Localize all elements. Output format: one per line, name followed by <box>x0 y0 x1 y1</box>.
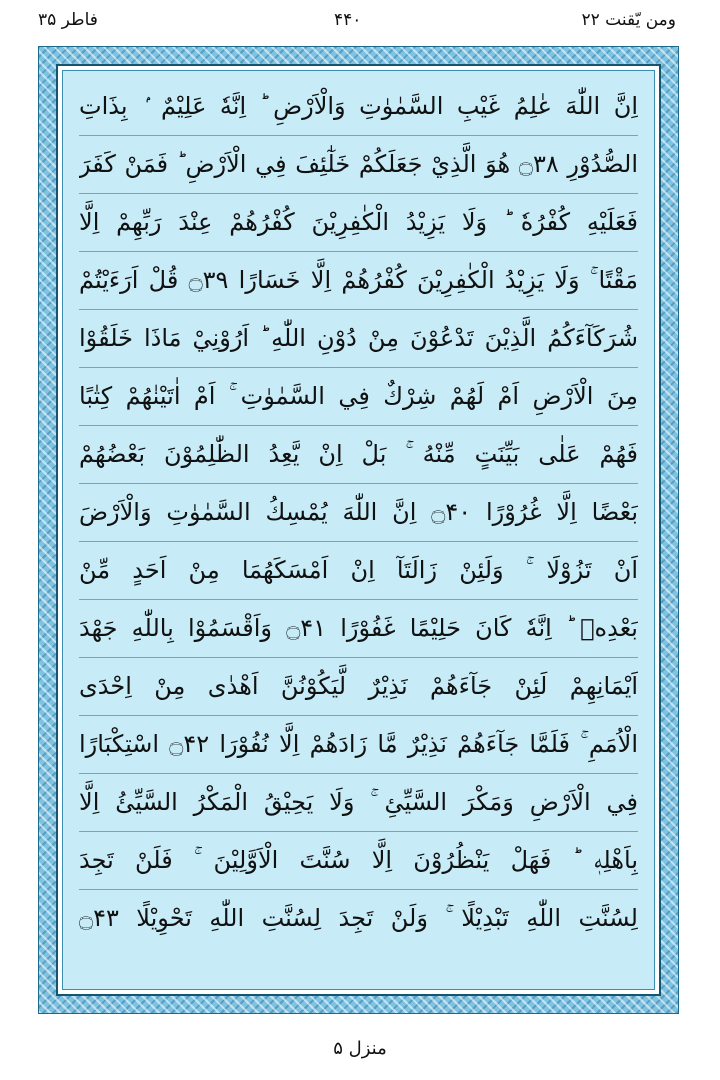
verse-line: اَنْ تَزُوْلَا ۚ وَلَئِنْ زَالَتَآ اِنْ اَمْسَكَهُمَا مِنْ اَحَدٍ مِّنْ <box>79 543 638 600</box>
verse-line: مِنَ الْاَرْضِ اَمْ لَهُمْ شِرْكٌ فِي السَّمٰوٰتِ ۚ اَمْ اٰتَيْنٰهُمْ كِتٰبًا <box>79 369 638 426</box>
verse-line: فِي الْاَرْضِ وَمَكْرَ السَّيِّئِ ۚ وَلَا يَحِيْقُ الْمَكْرُ السَّيِّئُ اِلَّا <box>79 775 638 832</box>
juz-name: ومن یّقنت ۲۲ <box>581 10 676 30</box>
page-header <box>0 0 720 46</box>
ornamental-border <box>38 46 679 1014</box>
verse-line: لِسُنَّتِ اللّٰهِ تَبْدِيْلًا ۚ وَلَنْ تَجِدَ لِسُنَّتِ اللّٰهِ تَحْوِيْلًا ۝۴۳ <box>79 904 638 932</box>
verse-line: بَعْضًا اِلَّا غُرُوْرًا ۝۴۰ اِنَّ اللّٰهَ يُمْسِكُ السَّمٰوٰتِ وَالْاَرْضَ <box>79 485 638 542</box>
manzil-label: منزل ۵ <box>333 1038 387 1059</box>
verse-line: شُرَكَآءَكُمُ الَّذِيْنَ تَدْعُوْنَ مِنْ دُوْنِ اللّٰهِ ؕ اَرُوْنِيْ مَاذَا خَلَقُوْا <box>79 311 638 368</box>
verse-line: فَعَلَيْهِ كُفْرُهٗ ؕ وَلَا يَزِيْدُ الْكٰفِرِيْنَ كُفْرُهُمْ عِنْدَ رَبِّهِمْ اِلَّا <box>79 195 638 252</box>
verse-line: اِنَّ اللّٰهَ عٰلِمُ غَيْبِ السَّمٰوٰتِ وَالْاَرْضِ ؕ اِنَّهٗ عَلِيْمٌ ۢ بِذَاتِ <box>79 79 638 136</box>
verse-line: الصُّدُوْرِ ۝۳۸ هُوَ الَّذِيْ جَعَلَكُمْ خَلٰٓئِفَ فِي الْاَرْضِ ؕ فَمَنْ كَفَرَ <box>79 137 638 194</box>
page-number: ۴۴۰ <box>334 10 362 30</box>
surah-name: فاطر ۳۵ <box>38 10 98 30</box>
verse-line: بَعْدِهٖ ؕ اِنَّهٗ كَانَ حَلِيْمًا غَفُوْرًا ۝۴۱ وَاَقْسَمُوْا بِاللّٰهِ جَهْدَ <box>79 601 638 658</box>
verse-line: الْاُمَمِ ۚ فَلَمَّا جَآءَهُمْ نَذِيْرٌ مَّا زَادَهُمْ اِلَّا نُفُوْرَا ۝۴۲ اسْتِكْبَارًا <box>79 717 638 774</box>
verse-line: بِاَهْلِهٖ ؕ فَهَلْ يَنْظُرُوْنَ اِلَّا سُنَّتَ الْاَوَّلِيْنَ ۚ فَلَنْ تَجِدَ <box>79 833 638 890</box>
inner-frame <box>56 64 661 996</box>
verse-text-area <box>62 70 655 990</box>
verse-line: مَقْتًا ۚ وَلَا يَزِيْدُ الْكٰفِرِيْنَ كُفْرُهُمْ اِلَّا خَسَارًا ۝۳۹ قُلْ اَرَءَيْتُمْ <box>79 253 638 310</box>
verse-line: اَيْمَانِهِمْ لَئِنْ جَآءَهُمْ نَذِيْرٌ لَّيَكُوْنُنَّ اَهْدٰى مِنْ اِحْدَى <box>79 659 638 716</box>
verse-line: فَهُمْ عَلٰى بَيِّنَتٍ مِّنْهُ ۚ بَلْ اِنْ يَّعِدُ الظّٰلِمُوْنَ بَعْضُهُمْ <box>79 427 638 484</box>
